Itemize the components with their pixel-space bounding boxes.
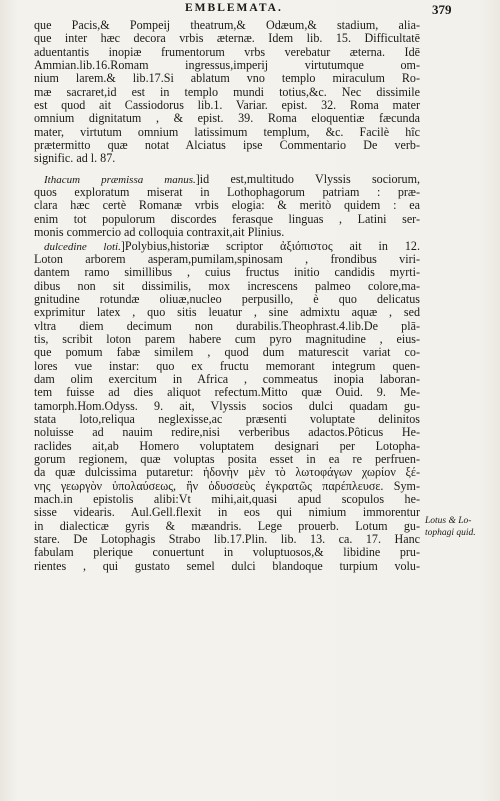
text-line-with-lemma <box>34 173 420 186</box>
text-line: quos exploratum miserat in Lothophagorum patriam : præ- <box>34 185 420 200</box>
text-line: clara hæc certè Romanæ vrbis elogia: & meritò quidem : ea <box>34 198 420 213</box>
lemma: dulcedine loti. <box>44 240 121 253</box>
text-line: sisse videaris. Aul.Gell.flexit in eos qui nimium immorentur <box>34 505 420 520</box>
text-line: que pomum fabæ similem , quod dum maturescit variat co- <box>34 345 420 360</box>
text-line: monis commercio ad colloquia contraxit,ait Plinius. <box>34 225 285 240</box>
text-line-greek: da quæ dulcissima putaretur: ἡδονὴν μὲν τὸ λωτοφάγων χωρίον ξέ- <box>34 465 420 480</box>
text-line-with-lemma <box>34 240 420 253</box>
text-line: omnium dignitatum , & epist. 39. Roma eloquentiæ fæcunda <box>34 111 420 126</box>
marginal-note <box>425 515 499 539</box>
text-line: exprimitur latex , quo sitis leuatur , sine admixtu aquæ , sed <box>34 305 420 320</box>
text-line: vltra diem decimum non durabilis.Theophrast.4.lib.De plā- <box>34 318 420 333</box>
text-line: noluisse ad nauim redire,nisi verberibus adactos.Pôticus He- <box>34 425 420 440</box>
text-line: que Pacis,& Pompeij theatrum,& Odæum,& stadium, alia- <box>34 18 420 32</box>
text-line: tamorph.Hom.Odyss. 9. ait, Vlyssis socios dulci quadam gu- <box>34 398 420 413</box>
text-line: tis, scribit loton parem habere cum pyro magnitudine , eius- <box>34 331 420 346</box>
text-line: mæ sacraret,id est in templo mundi totius,&c. Nec dissimile <box>34 84 420 99</box>
text-line: mater, virtutum omnium latissimum templum, &c. Facilè hîc <box>34 124 420 139</box>
text-run: ]id est,multitudo Vlyssis sociorum, <box>195 171 420 186</box>
main-text-column <box>34 19 420 573</box>
text-line: Ammian.lib.16.Romam ingressus,imperij virtutumque om- <box>34 58 420 73</box>
text-line: dam olim exercitum in Africa , commeatus inopia laboran- <box>34 371 420 386</box>
text-line: enim tot populorum discordes ferasque linguas , Latini ser- <box>34 211 420 226</box>
paragraph-roma-references <box>34 19 420 166</box>
running-title: EMBLEMATA. <box>185 2 283 14</box>
text-line: Loton arborem asperam,pumilam,spinosam , frondibus viri- <box>34 251 420 266</box>
text-line: stare. De Lotophagis Strabo lib.17.Plin. lib. 13. ca. 17. Hanc <box>34 532 420 547</box>
text-line: est quod ait Cassiodorus lib.1. Variar. epist. 32. Roma mater <box>34 98 420 113</box>
text-line: stata loto,reliqua neglexisse,ac præsenti voluptate delinitos <box>34 411 420 426</box>
text-line: lores vue instar: quo ex fructu memorant integrum quen- <box>34 358 420 373</box>
text-line: in dialecticæ gyris & mæandris. Lege prouerb. Lotum gu- <box>34 518 420 533</box>
paragraph-ithacum <box>34 173 420 240</box>
text-line: que inter hæc decora vrbis æternæ. Idem lib. 15. Difficultatē <box>34 31 420 46</box>
text-line: fabulam plerique conuertunt in voluptuosos,& libidine pru- <box>34 545 420 560</box>
text-line: nium larem.& lib.17.Si ablatum vno templo miraculum Ro- <box>34 71 420 86</box>
text-line: gnitudine rotundæ oliuæ,nucleo perpusillo, è quo delicatus <box>34 291 420 306</box>
marginal-note-line: tophagi quid. <box>425 528 476 538</box>
text-line-greek: νης γεωργὸν ὑπολαύσεως, ἣν ὀδυσσεὺς ἐγκρατῶς παρέπλευσε. Sym- <box>34 478 420 493</box>
text-line: raclides ait,ab Homero voluptatem designari per Lotopha- <box>34 438 420 453</box>
lemma: Ithacum præmissa manus. <box>44 173 196 186</box>
text-line: rientes , qui gustato semel dulci blandoque turpium volu- <box>34 558 420 573</box>
paragraph-dulcedine-loti <box>34 240 420 574</box>
text-line: tem fuisse ad dies aliquot refectum.Mitto quæ Ouid. 9. Me- <box>34 385 420 400</box>
text-run: ]Polybius,historiæ scriptor ἀξιόπιστος ait in 12. <box>120 238 421 253</box>
text-line: prætermitto quæ notat Alciatus ipse Commentario De verb- <box>34 138 420 153</box>
text-line: dantem ramo simillibus , cuius fructus initio candidis myrti- <box>34 265 420 280</box>
page-number: 379 <box>432 2 452 17</box>
text-line: mach.in epistolis alibi:Vt mihi,ait,quasi apud scopulos he- <box>34 492 420 507</box>
text-line: aduentantis inopiæ frumentorum vrbs verebatur æterna. Idē <box>34 44 420 59</box>
text-line: dibus non sit dissimilis, mox increscens palmeo colore,ma- <box>34 278 420 293</box>
text-line: gorum regionem, quæ voluptas posita esset in ea re perfruen- <box>34 452 420 466</box>
text-line: signific. ad l. 87. <box>34 151 116 166</box>
marginal-note-line: Lotus & Lo- <box>425 516 472 526</box>
